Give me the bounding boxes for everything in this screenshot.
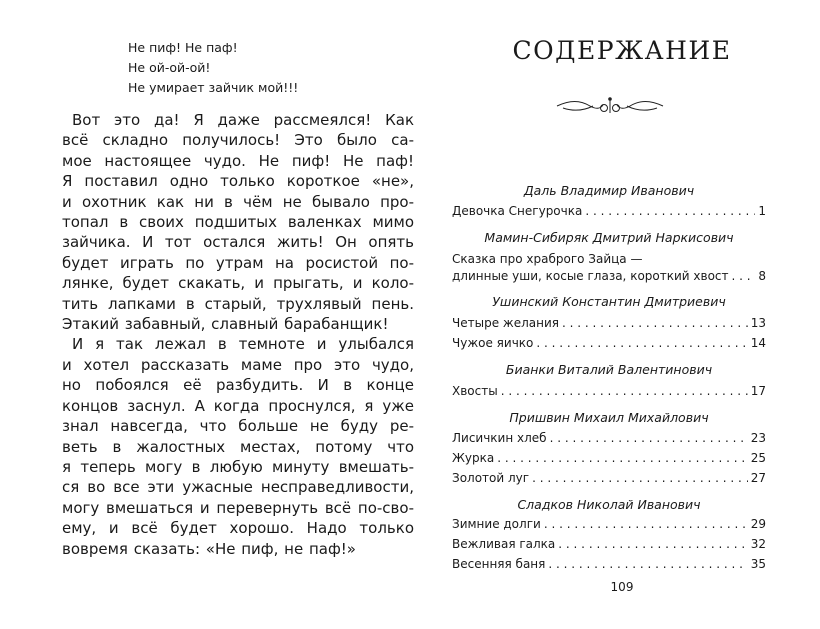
toc-entry-page: 23 bbox=[750, 431, 766, 445]
poem-line: Не ой-ой-ой! bbox=[128, 60, 211, 75]
toc-author: Ушинский Константин Дмитриевич bbox=[492, 294, 726, 309]
prose-line: могу вмешаться и перевернуть всё по-сво- bbox=[62, 498, 414, 517]
dot-leader bbox=[732, 269, 756, 284]
toc-entry-title: Золотой луг bbox=[452, 471, 530, 485]
toc-entry-page: 13 bbox=[750, 316, 766, 330]
prose-line: концов заснул. А когда проснулся, я уже bbox=[62, 396, 414, 415]
prose-line: но побоялся её разбудить. И в конце bbox=[62, 376, 414, 395]
toc-entry-page: 25 bbox=[750, 451, 766, 465]
dot-leader bbox=[497, 451, 747, 466]
prose-line: мое настоящее чудо. Не пиф! Не паф! bbox=[62, 151, 414, 170]
toc-entry[interactable] bbox=[452, 204, 766, 219]
prose-line: Вот это да! Я даже рассмеялся! Как bbox=[72, 111, 414, 129]
toc-entry-title: Сказка про храброго Зайца — bbox=[452, 252, 643, 266]
toc-entry-title: Девочка Снегурочка bbox=[452, 204, 583, 218]
dot-leader bbox=[548, 557, 747, 572]
toc-entry[interactable] bbox=[452, 517, 766, 532]
prose-line: И я так лежал в темноте и улыбался bbox=[72, 335, 414, 354]
prose-line: знал навсегда, что больше не буду ре- bbox=[62, 417, 414, 436]
toc-entry-title: Чужое яичко bbox=[452, 336, 534, 350]
toc-entry-title: Журка bbox=[452, 451, 495, 465]
page-number: 109 bbox=[610, 580, 634, 594]
dot-leader bbox=[501, 384, 748, 399]
page-title: СОДЕРЖАНИЕ bbox=[512, 36, 732, 65]
toc-entry-title: Четыре желания bbox=[452, 316, 559, 330]
poem-line: Не умирает зайчик мой!!! bbox=[128, 80, 299, 95]
prose-line: веть в жалостных местах, потому что bbox=[62, 437, 414, 456]
toc-entry-page: 1 bbox=[758, 204, 766, 218]
toc-entry-title: Лисичкин хлеб bbox=[452, 431, 547, 445]
toc-entry[interactable] bbox=[452, 384, 766, 399]
prose-line: и охотник как ни в чём не бывало про- bbox=[62, 192, 414, 211]
dot-leader bbox=[532, 471, 748, 486]
toc-entry-title: Вежливая галка bbox=[452, 537, 556, 551]
prose-line: всё складно получилось! Это было са- bbox=[62, 131, 414, 150]
dot-leader bbox=[562, 316, 748, 331]
prose-line: Я поставил одно только короткое «не», bbox=[62, 172, 414, 191]
toc-entry-page: 27 bbox=[750, 471, 766, 485]
poem-verse bbox=[128, 38, 298, 98]
toc-entry-page: 17 bbox=[750, 384, 766, 398]
prose-line: ся во все эти ужасные несправедливости, bbox=[62, 478, 414, 497]
toc-entry-page: 8 bbox=[758, 269, 766, 283]
toc-entry[interactable] bbox=[452, 471, 766, 486]
prose-line: тить лапками в старый, трухлявый пень. bbox=[62, 294, 414, 313]
toc-entry-page: 29 bbox=[750, 517, 766, 531]
prose-line: и хотел рассказать маме про это чудо, bbox=[62, 355, 414, 374]
toc-entry[interactable] bbox=[452, 451, 766, 466]
toc-entry-title: Весенняя баня bbox=[452, 557, 546, 571]
toc-entry-page: 32 bbox=[750, 537, 766, 551]
toc-entry-page: 14 bbox=[750, 336, 766, 350]
poem-line: Не пиф! Не паф! bbox=[128, 40, 238, 55]
toc-entry-page: 35 bbox=[750, 557, 766, 571]
toc-entry[interactable] bbox=[452, 431, 766, 446]
toc-entry[interactable] bbox=[452, 316, 766, 331]
prose-line: топал в своих подшитых валенках мимо bbox=[62, 213, 414, 232]
toc-author: Бианки Виталий Валентинович bbox=[505, 362, 713, 377]
prose-line: ему, и всё будет хорошо. Надо только bbox=[62, 519, 414, 538]
toc-author: Сладков Николай Иванович bbox=[517, 497, 701, 512]
toc-author: Пришвин Михаил Михайлович bbox=[509, 410, 709, 425]
dot-leader bbox=[550, 431, 748, 446]
toc-entry[interactable] bbox=[452, 537, 766, 552]
dot-leader bbox=[558, 537, 747, 552]
dot-leader bbox=[585, 204, 755, 219]
prose-line: зайчика. И тот остался жить! Он опять bbox=[62, 233, 414, 252]
dot-leader bbox=[536, 336, 747, 351]
prose-text bbox=[62, 110, 414, 559]
toc-entry[interactable] bbox=[452, 557, 766, 572]
prose-line: я теперь могу в любую минуту вмешать- bbox=[62, 457, 414, 476]
flourish-ornament-icon bbox=[555, 96, 665, 116]
toc-entry[interactable] bbox=[452, 269, 766, 284]
dot-leader bbox=[544, 517, 748, 532]
toc-entry-title: длинные уши, косые глаза, короткий хвост bbox=[452, 269, 729, 283]
toc-entry-title: Зимние долги bbox=[452, 517, 541, 531]
toc-entry-title: Хвосты bbox=[452, 384, 498, 398]
prose-line: будет играть по утрам на росистой по- bbox=[62, 253, 414, 272]
prose-line: лянке, будет скакать, и прыгать, и коло- bbox=[62, 274, 414, 293]
prose-line: Этакий забавный, славный барабанщик! bbox=[62, 315, 389, 334]
toc-author: Даль Владимир Иванович bbox=[523, 183, 695, 198]
toc-entry[interactable] bbox=[452, 336, 766, 351]
prose-line: вовремя сказать: «Не пиф, не паф!» bbox=[62, 539, 356, 558]
toc-author: Мамин-Сибиряк Дмитрий Наркисович bbox=[484, 230, 734, 245]
